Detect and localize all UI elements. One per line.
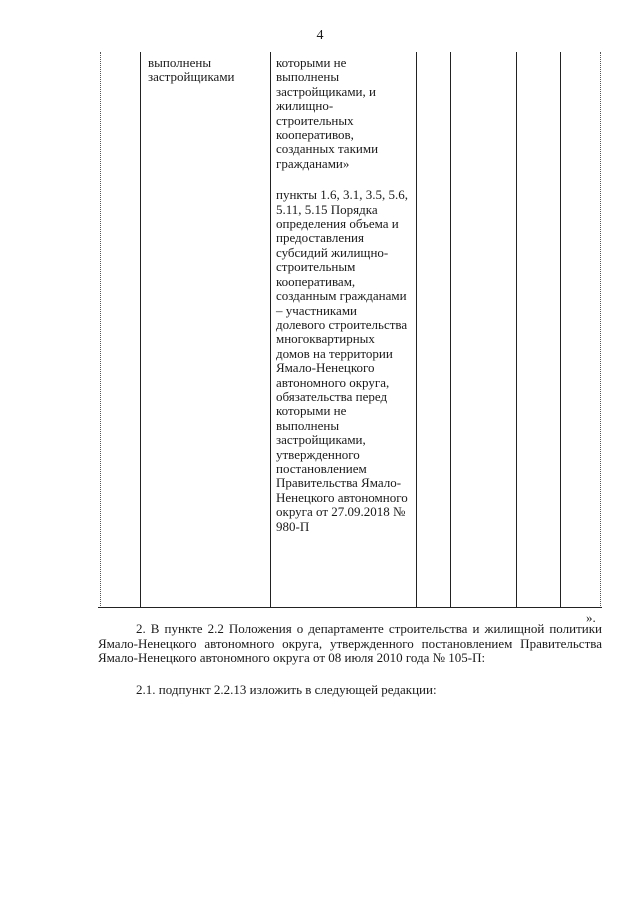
table-cell-col2: выполнены застройщиками <box>148 55 235 85</box>
column-divider-2 <box>270 52 271 608</box>
table-cell-col3 <box>276 56 408 534</box>
table-fragment <box>98 52 602 608</box>
column-divider-4 <box>450 52 451 608</box>
paragraph-2: 2. В пункте 2.2 Положения о департаменте строительства и жилищной политики Ямало-Ненецкого автономного округа, утвержденного постановлением Правительства Ямало-Ненецкого автономного округа от 08 июля 2010 года № 105-П: <box>98 621 602 666</box>
page-number: 4 <box>316 28 324 43</box>
table-right-border <box>600 52 601 608</box>
table-bottom-border <box>98 607 602 608</box>
column-divider-1 <box>140 52 141 608</box>
column-divider-6 <box>560 52 561 608</box>
column-divider-3 <box>416 52 417 608</box>
col3-text-block-1: которыми не выполнены застройщиками, и жилищно-строительных кооперативов, созданных такими гражданами» <box>276 55 379 171</box>
column-divider-5 <box>516 52 517 608</box>
closing-quote: ». <box>586 610 596 625</box>
col3-text-block-2: пункты 1.6, 3.1, 3.5, 5.6, 5.11, 5.15 Порядка определения объема и предоставления субсидий жилищно-строительным кооперативам, созданным гражданами – участниками долевого строительства многоквартирных домов на территории Ямало-Ненецкого автономного округа, обязательства перед которыми не выполнены застройщиками, утвержденного постановлением Правительства Ямало-Ненецкого автономного округа от 27.09.2018 № 980-П <box>276 187 408 534</box>
table-left-border <box>100 52 101 608</box>
paragraph-2-1: 2.1. подпункт 2.2.13 изложить в следующей редакции: <box>136 682 437 697</box>
